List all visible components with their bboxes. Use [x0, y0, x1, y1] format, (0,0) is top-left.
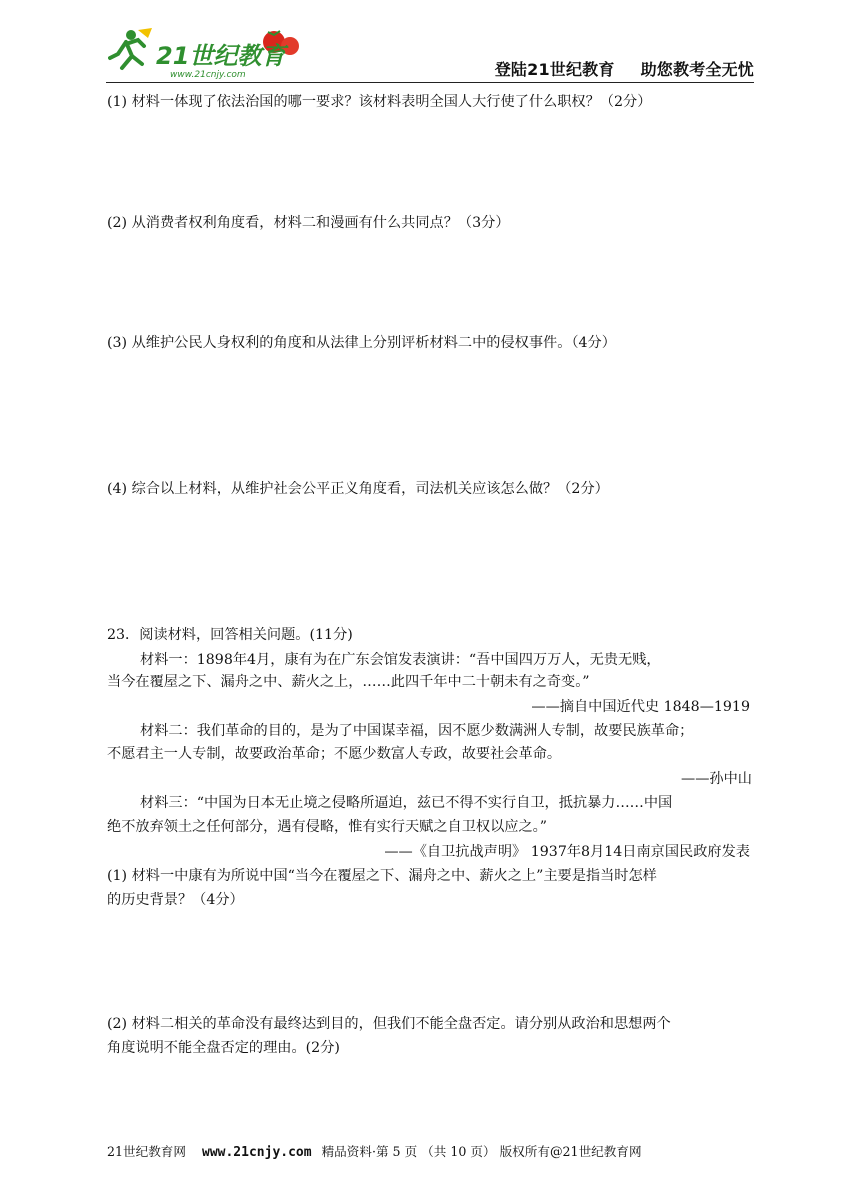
question-1: (1) 材料一体现了依法治国的哪一要求？该材料表明全国人大行使了什么职权？（2分） [107, 94, 652, 110]
material-3-line-2: 绝不放弃领土之任何部分，遇有侵略，惟有实行天赋之自卫权以应之。” [107, 819, 547, 835]
q23-sub1-line-2: 的历史背景？（4分） [107, 892, 244, 908]
footer-url[interactable]: www.21cnjy.com [202, 1145, 312, 1160]
page-footer [107, 1141, 642, 1160]
footer-page-info: 精品资料·第 5 页 （共 10 页） 版权所有@21世纪教育网 [321, 1144, 642, 1159]
header-slogan [495, 57, 754, 80]
question-2: (2) 从消费者权利角度看，材料二和漫画有什么共同点？（3分） [107, 215, 510, 231]
material-1-line-1: 材料一：1898年4月，康有为在广东会馆发表演讲：“吾中国四万万人，无贵无贱， [140, 652, 661, 668]
logo-graphic [108, 24, 308, 82]
svg-text:21世纪教育: 21世纪教育 [156, 42, 286, 70]
header-divider [106, 82, 754, 83]
material-2-line-2: 不愿君主一人专制，故要政治革命；不愿少数富人专政，故要社会革命。 [107, 746, 562, 762]
material-3-source: ——《自卫抗战声明》 1937年8月14日南京国民政府发表 [384, 844, 750, 860]
page-header [0, 0, 860, 86]
question-4: (4) 综合以上材料，从维护社会公平正义角度看，司法机关应该怎么做？（2分） [107, 481, 609, 497]
q23-sub1-line-1: (1) 材料一中康有为所说中国“当今在覆屋之下、漏舟之中、薪火之上”主要是指当时怎样 [107, 868, 657, 884]
svg-text:www.21cnjy.com: www.21cnjy.com [170, 70, 246, 80]
question-3: (3) 从维护公民人身权利的角度和从法律上分别评析材料二中的侵权事件。（4分） [107, 335, 616, 351]
material-1-source: ——摘自中国近代史 1848—1919 [531, 699, 750, 715]
footer-site: 21世纪教育网 [107, 1144, 186, 1159]
material-1-line-2: 当今在覆屋之下、漏舟之中、薪火之上，……此四千年中二十朝未有之奇变。” [107, 674, 590, 690]
q23-title: 23．阅读材料，回答相关问题。(11分) [107, 627, 353, 643]
q23-sub2-line-1: (2) 材料二相关的革命没有最终达到目的，但我们不能全盘否定。请分别从政治和思想两个 [107, 1016, 671, 1032]
logo [108, 24, 308, 82]
q23-sub2-line-2: 角度说明不能全盘否定的理由。(2分) [107, 1040, 340, 1056]
material-2-line-1: 材料二：我们革命的目的，是为了中国谋幸福，因不愿少数满洲人专制，故要民族革命； [140, 723, 694, 739]
slogan-right: 助您教考全无忧 [640, 60, 754, 79]
slogan-left: 登陆21世纪教育 [494, 60, 615, 79]
material-3-line-1: 材料三：“中国为日本无止境之侵略所逼迫，兹已不得不实行自卫，抵抗暴力……中国 [140, 795, 673, 811]
material-2-source: ——孙中山 [681, 771, 752, 787]
